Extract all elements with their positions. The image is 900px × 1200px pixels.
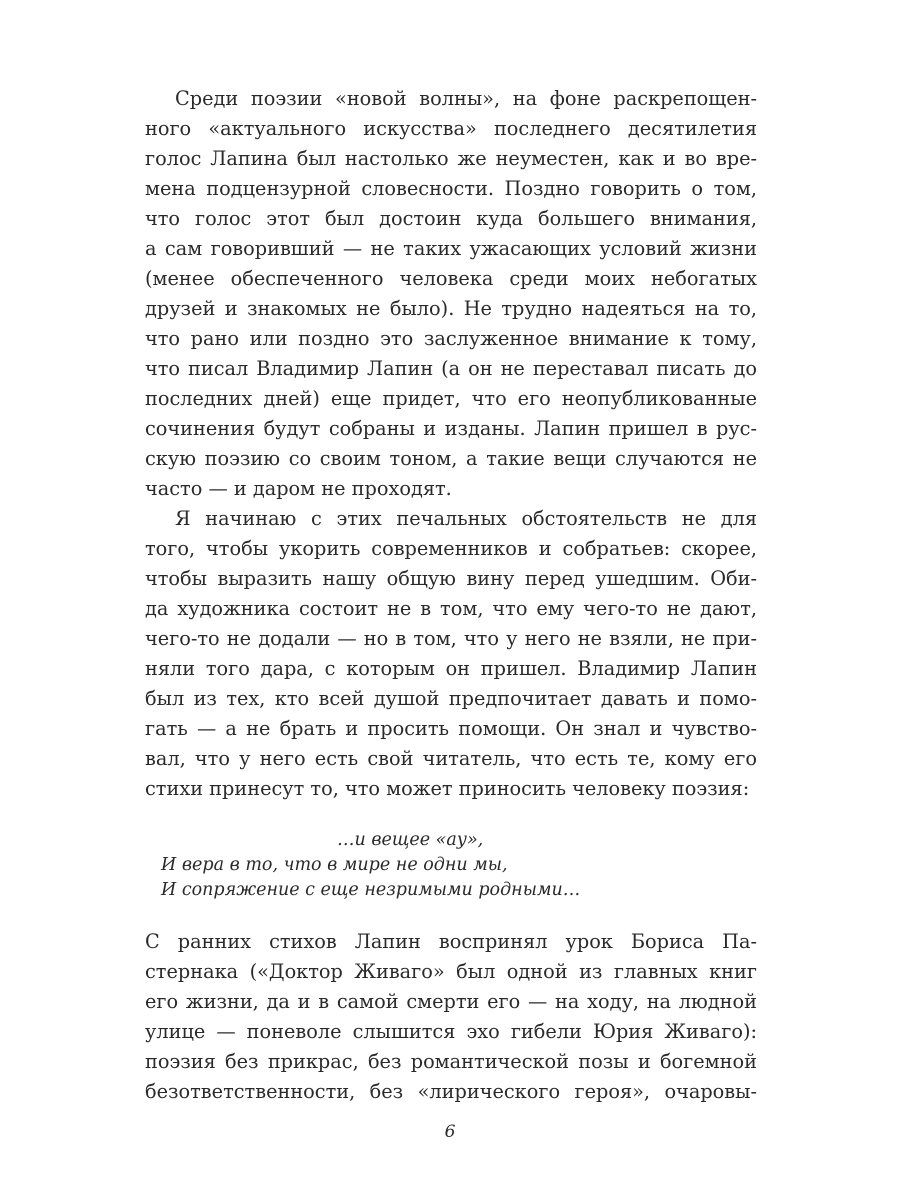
poem-quote — [145, 828, 757, 903]
poem-line: И сопряжение с еще незримыми родными… — [161, 880, 581, 900]
paragraph-3 — [145, 927, 757, 1107]
text-line: был из тех, кто всей душой предпочитает давать и помо- — [145, 687, 757, 710]
text-line: друзей и знакомых не было). Не трудно надеяться на то, — [145, 297, 757, 320]
text-line: поэзия без прикрас, без романтической позы и богемной — [145, 1050, 757, 1073]
text-line: чего-то не додали — но в том, что у него не взяли, не при- — [145, 627, 757, 650]
text-line: его жизни, да и в самой смерти его — на ходу, на людной — [145, 990, 757, 1013]
text-line: что рано или поздно это заслуженное внимание к тому, — [145, 327, 757, 350]
text-line: чтобы выразить нашу общую вину перед ушедшим. Оби- — [145, 567, 757, 590]
text-line: Среди поэзии «новой волны», на фоне раскрепощен- — [175, 87, 757, 110]
page-body — [145, 84, 757, 1107]
text-line: скую поэзию со своим тоном, а такие вещи случаются не — [145, 447, 757, 470]
poem-line: …и вещее «ау», — [337, 830, 484, 850]
text-line: стихи принесут то, что может приносить человеку поэзия: — [145, 777, 750, 800]
text-line: С ранних стихов Лапин воспринял урок Бориса Па- — [145, 930, 757, 953]
text-line: гать — а не брать и просить помощи. Он знал и чувство- — [145, 717, 757, 740]
text-line: а сам говоривший — не таких ужасающих условий жизни — [145, 237, 757, 260]
text-line: сочинения будут собраны и изданы. Лапин пришел в рус- — [145, 417, 757, 440]
text-line: что писал Владимир Лапин (а он не переставал писать до — [145, 357, 757, 380]
text-line: улице — поневоле слышится эхо гибели Юрия Живаго): — [145, 1020, 757, 1043]
text-line: (менее обеспеченного человека среди моих небогатых — [145, 267, 757, 290]
text-line: стернака («Доктор Живаго» был одной из главных книг — [145, 960, 757, 983]
paragraph-1 — [145, 84, 757, 504]
text-line: того, чтобы укорить современников и собратьев: скорее, — [145, 537, 757, 560]
text-line: часто — и даром не проходят. — [145, 477, 452, 500]
paragraph-2 — [145, 504, 757, 804]
text-line: вал, что у него есть свой читатель, что есть те, кому его — [145, 747, 757, 770]
text-line: что голос этот был достоин куда большего внимания, — [145, 207, 757, 230]
text-line: голос Лапина был настолько же неуместен, как и во вре- — [145, 147, 757, 170]
text-line: ного «актуального искусства» последнего десятилетия — [145, 117, 757, 140]
text-line: да художника состоит не в том, что ему чего-то не дают, — [145, 597, 757, 620]
text-line: мена подцензурной словесности. Поздно говорить о том, — [145, 177, 757, 200]
text-line: Я начинаю с этих печальных обстоятельств не для — [175, 507, 757, 530]
text-line: последних дней) еще придет, что его неопубликованные — [145, 387, 757, 410]
text-line: няли того дара, с которым он пришел. Владимир Лапин — [145, 657, 757, 680]
poem-line: И вера в то, что в мире не одни мы, — [161, 855, 508, 875]
page-number: 6 — [444, 1122, 456, 1142]
text-line: безответственности, без «лирического героя», очаровы- — [145, 1080, 757, 1103]
